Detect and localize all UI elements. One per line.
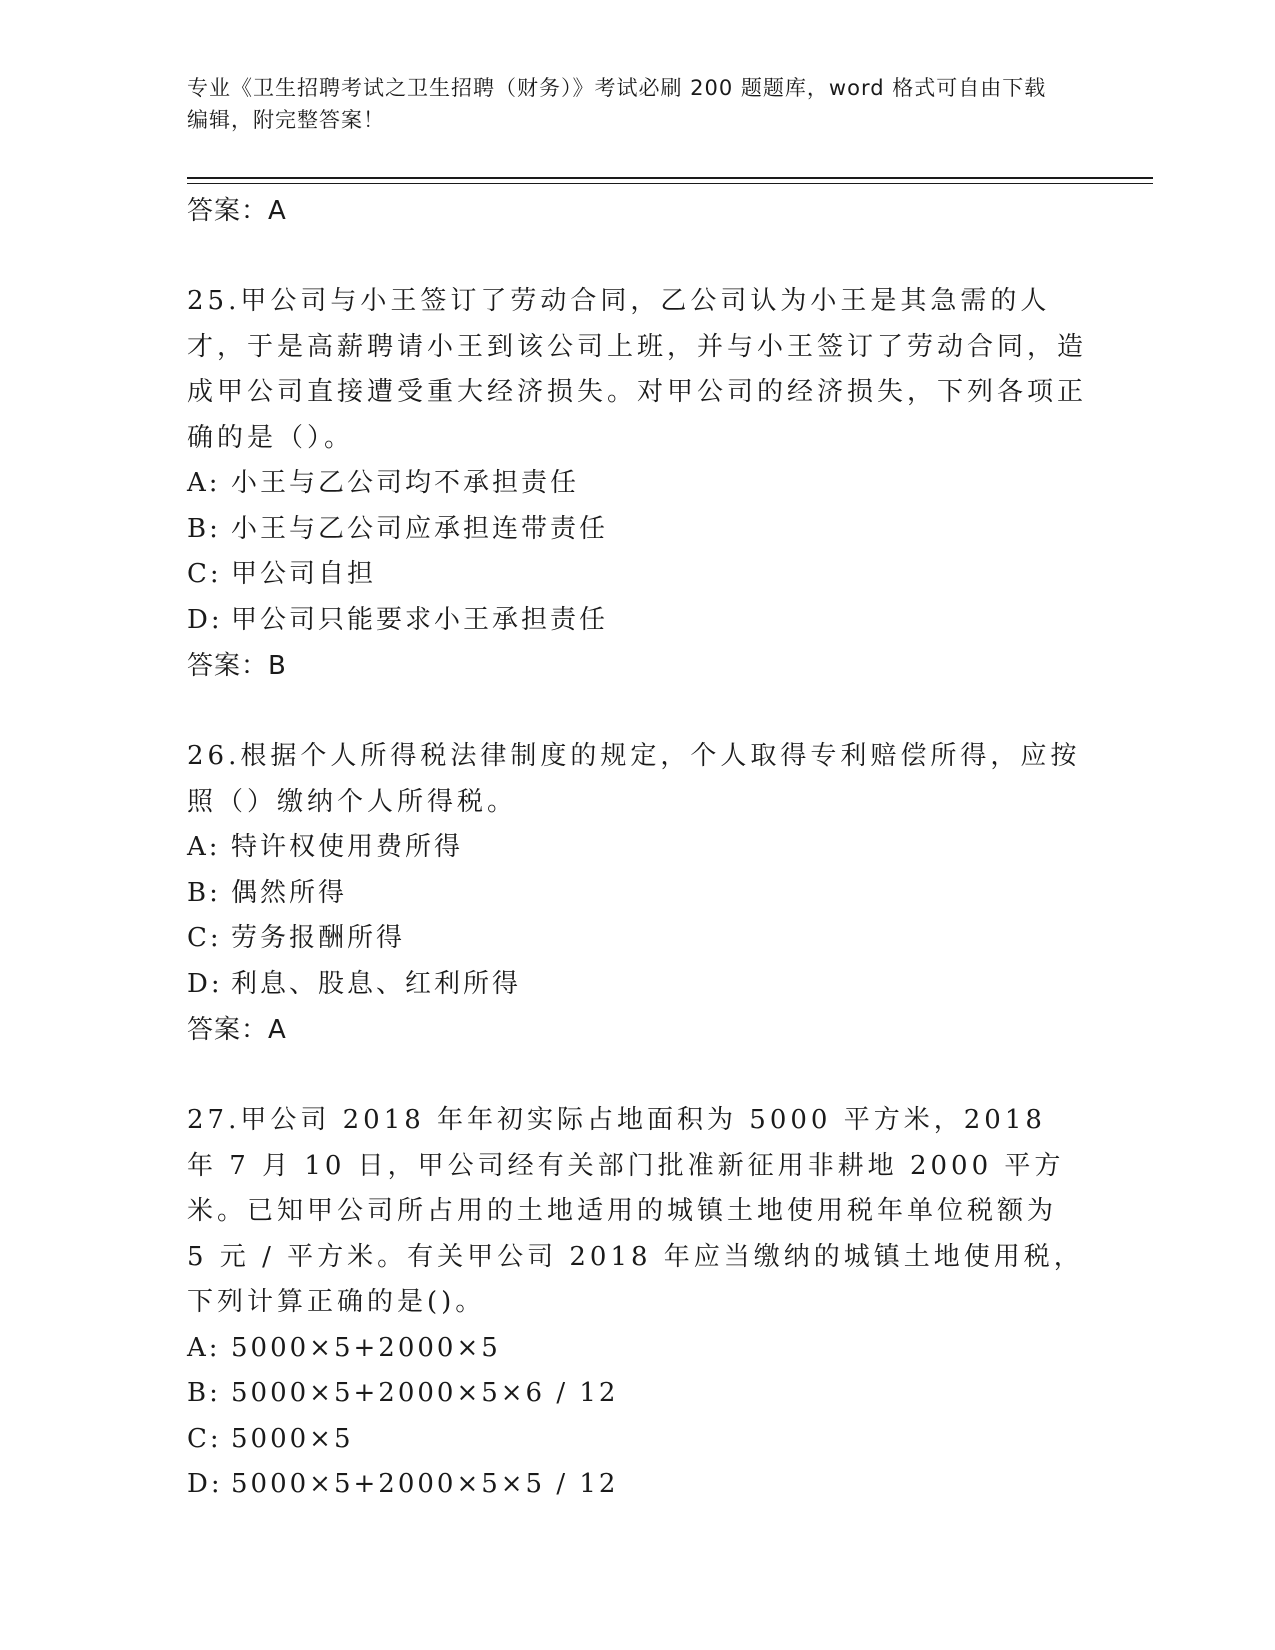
question-stem: 26.根据个人所得税法律制度的规定，个人取得专利赔偿所得，应按照（）缴纳个人所得税。 xyxy=(187,741,1081,817)
option-key: A: xyxy=(187,468,221,498)
option-a xyxy=(187,461,1087,507)
question-27 xyxy=(187,1098,1087,1508)
question-25 xyxy=(187,279,1087,689)
option-b xyxy=(187,871,1087,917)
option-b xyxy=(187,1371,1087,1417)
option-key: A: xyxy=(187,832,221,862)
document-body xyxy=(187,188,1087,1508)
answer-line: 答案：A xyxy=(187,196,287,226)
header-divider-thin xyxy=(187,183,1153,184)
option-text: 甲公司只能要求小王承担责任 xyxy=(231,604,609,635)
option-a xyxy=(187,825,1087,871)
option-key: B: xyxy=(187,513,221,544)
option-d xyxy=(187,1462,1087,1508)
option-key: A: xyxy=(187,1332,221,1363)
option-text: 小王与乙公司均不承担责任 xyxy=(231,468,580,498)
question-26 xyxy=(187,734,1087,1053)
option-text: 劳务报酬所得 xyxy=(231,923,406,953)
header-divider xyxy=(187,177,1153,179)
option-text: 5000×5+2000×5×5 / 12 xyxy=(231,1469,619,1499)
option-key: B: xyxy=(187,877,221,908)
answer-line: 答案：B xyxy=(187,651,287,681)
option-text: 特许权使用费所得 xyxy=(231,832,464,862)
option-a xyxy=(187,1326,1087,1372)
option-text: 5000×5+2000×5×6 / 12 xyxy=(231,1378,619,1408)
option-key: D: xyxy=(187,968,223,999)
document-header: 专业《卫生招聘考试之卫生招聘（财务）》考试必刷 200 题题库，word 格式可自由下载编辑，附完整答案！ xyxy=(187,76,1047,132)
option-text: 5000×5 xyxy=(231,1423,354,1454)
option-c xyxy=(187,1417,1087,1463)
option-key: D: xyxy=(187,604,223,635)
option-d xyxy=(187,598,1087,644)
option-c xyxy=(187,916,1087,962)
answer-line: 答案：A xyxy=(187,1015,287,1045)
option-c xyxy=(187,552,1087,598)
option-b xyxy=(187,507,1087,553)
question-stem: 25.甲公司与小王签订了劳动合同，乙公司认为小王是其急需的人才，于是高薪聘请小王到该公司上班，并与小王签订了劳动合同，造成甲公司直接遭受重大经济损失。对甲公司的经济损失，下列各项正确的是（）。 xyxy=(187,286,1088,453)
option-text: 小王与乙公司应承担连带责任 xyxy=(231,513,609,544)
option-key: C: xyxy=(187,559,222,589)
option-d xyxy=(187,962,1087,1008)
option-text: 甲公司自担 xyxy=(231,559,377,589)
option-text: 利息、股息、红利所得 xyxy=(231,968,522,999)
option-key: D: xyxy=(187,1469,223,1499)
option-key: B: xyxy=(187,1378,221,1408)
option-key: C: xyxy=(187,923,222,953)
option-key: C: xyxy=(187,1423,222,1454)
option-text: 偶然所得 xyxy=(231,877,348,908)
option-text: 5000×5+2000×5 xyxy=(231,1332,501,1363)
question-stem: 27.甲公司 2018 年年初实际占地面积为 5000 平方米，2018 年 7 月 10 日，甲公司经有关部门批准新征用非耕地 2000 平方米。已知甲公司所占用的土地适用的城镇土地使用税年单位税额为 5 元 / 平方米。有关甲公司 2018 年应当缴纳的城镇土地使用税，下列计算正确的是()。 xyxy=(187,1105,1084,1317)
